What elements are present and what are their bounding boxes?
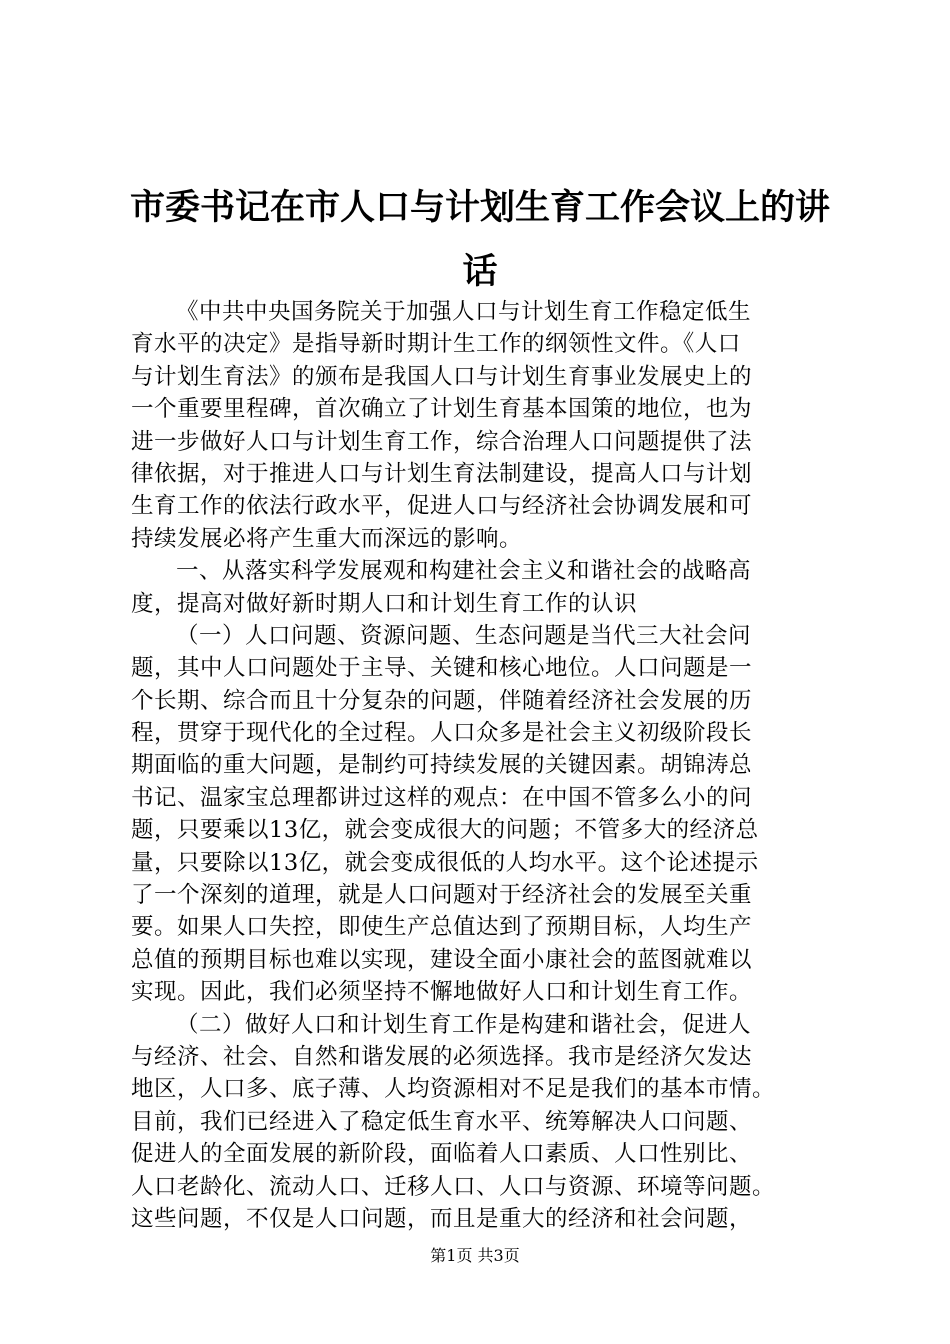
document-body [131,296,851,1235]
text-line: 持续发展必将产生重大而深远的影响。 [131,525,523,552]
text-line: 地区，人口多、底子薄、人均资源相对不足是我们的基本市情。 [131,1076,776,1103]
text-line: 要。如果人口失控，即使生产总值达到了预期目标，人均生产 [131,914,753,941]
text-line: 《中共中央国务院关于加强人口与计划生育工作稳定低生 [176,299,752,325]
text-line: 题，只要乘以13亿，就会变成很大的问题；不管多大的经济总 [131,817,759,844]
text-line: 实现。因此，我们必须坚持不懈地做好人口和计划生育工作。 [131,979,753,1006]
text-line: 进一步做好人口与计划生育工作，综合治理人口问题提供了法 [131,428,753,455]
text-line: 期面临的重大问题，是制约可持续发展的关键因素。胡锦涛总 [131,752,753,779]
text-line: 程，贯穿于现代化的全过程。人口众多是社会主义初级阶段长 [131,720,753,747]
page-number-footer: 第1页 共3页 [430,1246,520,1265]
text-line: 总值的预期目标也难以实现，建设全面小康社会的蓝图就难以 [131,946,753,973]
text-line: 律依据，对于推进人口与计划生育法制建设，提高人口与计划 [131,460,753,487]
text-line: 育水平的决定》是指导新时期计生工作的纲领性文件。《人口 [131,331,741,358]
text-line: （一）人口问题、资源问题、生态问题是当代三大社会问 [176,622,752,649]
text-line: 题，其中人口问题处于主导、关键和核心地位。人口问题是一 [131,655,753,682]
section-heading-line: 一、从落实科学发展观和构建社会主义和谐社会的战略高 [176,558,752,585]
text-line: 促进人的全面发展的新阶段，面临着人口素质、人口性别比、 [131,1141,753,1168]
text-line: 目前，我们已经进入了稳定低生育水平、统筹解决人口问题、 [131,1108,753,1135]
text-line: 了一个深刻的道理，就是人口问题对于经济社会的发展至关重 [131,882,753,909]
document-title-line-2: 话 [462,252,498,292]
text-line: 这些问题，不仅是人口问题，而且是重大的经济和社会问题， [131,1205,753,1232]
text-line: 生育工作的依法行政水平，促进人口与经济社会协调发展和可 [131,493,753,520]
text-line: 人口老龄化、流动人口、迁移人口、人口与资源、环境等问题。 [131,1173,776,1200]
text-line: 与计划生育法》的颁布是我国人口与计划生育事业发展史上的 [131,363,753,390]
document-title-line-1: 市委书记在市人口与计划生育工作会议上的讲 [129,188,830,228]
text-line: 与经济、社会、自然和谐发展的必须选择。我市是经济欠发达 [131,1043,753,1070]
text-line: 一个重要里程碑，首次确立了计划生育基本国策的地位，也为 [131,396,753,423]
section-heading-line: 度，提高对做好新时期人口和计划生育工作的认识 [131,590,638,617]
text-line: （二）做好人口和计划生育工作是构建和谐社会，促进人 [176,1011,752,1038]
text-line: 书记、温家宝总理都讲过这样的观点：在中国不管多么小的问 [131,784,753,811]
text-line: 量，只要除以13亿，就会变成很低的人均水平。这个论述提示 [131,849,759,876]
text-line: 个长期、综合而且十分复杂的问题，伴随着经济社会发展的历 [131,687,753,714]
